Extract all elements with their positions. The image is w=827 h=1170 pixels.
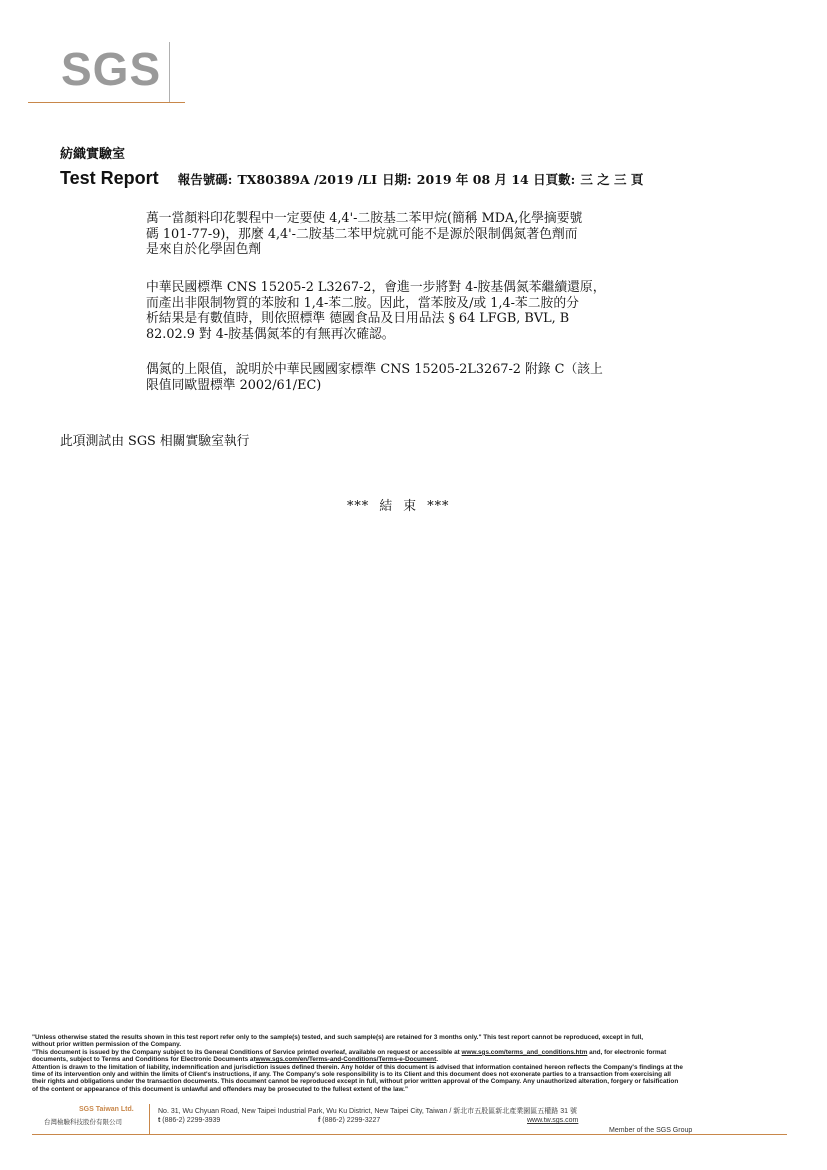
paragraph-line: 82.02.9 對 4-胺基偶氮苯的有無再次確認。: [146, 326, 395, 342]
disclaimer-line: Attention is drawn to the limitation of liability, indemnification and jurisdiction issues defined therein. Any holder of this document is advised that information contained hereon reflects the Company's findings at the: [32, 1063, 683, 1071]
disclaimer-line: their rights and obligations under the transaction documents. This document cannot be reproduced except in full, without prior written approval of the Company. Any unauthorized alteration, forgery or falsification: [32, 1078, 679, 1086]
e-document-terms-link[interactable]: www.sgs.com/en/Terms-and-Conditions/Terms-e-Document: [255, 1056, 437, 1064]
paragraph-azo-limit: [146, 362, 716, 393]
disclaimer-text: .: [436, 1056, 438, 1064]
tel-number: (886-2) 2299-3939: [162, 1117, 221, 1124]
footer-website-link[interactable]: www.tw.sgs.com: [527, 1117, 579, 1124]
footer-divider: [32, 1134, 787, 1135]
legal-disclaimer: [32, 1034, 797, 1093]
logo-horizontal-rule: [28, 102, 185, 103]
page-footer: [0, 1104, 827, 1164]
tel-label: t: [158, 1117, 161, 1124]
report-title: Test Report: [60, 168, 159, 188]
disclaimer-line: "Unless otherwise stated the results shown in this test report refer only to the sample(s) tested, and such sample(s) are retained for 3 months only." This test report cannot be reproduced, except in full,: [32, 1034, 644, 1041]
footer-fax: [318, 1117, 380, 1124]
footer-vertical-divider: [149, 1104, 150, 1134]
lab-name: 紡織實驗室: [60, 147, 126, 162]
paragraph-line: 萬一當顏料印花製程中一定要使 4,4'-二胺基二苯甲烷(簡稱 MDA,化學摘要號: [146, 211, 583, 226]
paragraph-line: 偶氮的上限值，說明於中華民國國家標準 CNS 15205-2L3267-2 附錄 C（該上: [146, 362, 603, 377]
sgs-logo: [28, 40, 188, 108]
report-number-label: 報告號碼:: [177, 172, 233, 187]
footer-company-name-zh: 台灣檢驗科技股份有限公司: [44, 1118, 122, 1126]
report-date: 2019 年 08 月 14 日: [416, 172, 546, 187]
disclaimer-line: [32, 1056, 797, 1063]
page-label: 頁數:: [545, 172, 576, 187]
paragraph-line: 而產出非限制物質的苯胺和 1,4-苯二胺。因此，當苯胺及/或 1,4-苯二胺的分: [146, 295, 579, 311]
date-label: 日期:: [382, 172, 412, 187]
disclaimer-line: without prior written permission of the Company.: [32, 1041, 181, 1049]
paragraph-mda-note: [146, 211, 716, 258]
disclaimer-line: of the content or appearance of this document is unlawful and offenders may be prosecuted to the fullest extent of the law.": [32, 1085, 408, 1093]
footer-address: No. 31, Wu Chyuan Road, New Taipei Industrial Park, Wu Ku District, New Taipei City, Taiwan / 新北市五股區新北產業園區五權路 31 號: [158, 1108, 577, 1115]
disclaimer-text: "This document is issued by the Company subject to its General Conditions of Service printed overleaf, available on request or accessible at: [32, 1048, 462, 1056]
footer-company-name: SGS Taiwan Ltd.: [79, 1106, 134, 1113]
disclaimer-line: [32, 1049, 797, 1056]
fax-label: f: [318, 1117, 321, 1124]
paragraph-cns-standard: [146, 280, 716, 342]
test-performed-note: 此項測試由 SGS 相關實驗室執行: [60, 434, 250, 449]
disclaimer-line: time of its intervention only and within the limits of Client's instructions, if any. The Company's sole responsibility is to its Client and this document does not exonerate parties to a transaction from exercising all: [32, 1071, 671, 1079]
paragraph-line: 是來自於化學固色劑: [146, 242, 262, 257]
disclaimer-text: documents, subject to Terms and Conditions for Electronic Documents at: [32, 1056, 256, 1064]
footer-member-note: Member of the SGS Group: [609, 1127, 693, 1134]
end-of-report-marker: *** 結 束 ***: [347, 499, 450, 514]
report-number: TX80389A /2019 /LI: [237, 172, 377, 187]
page-number: 三 之 三 頁: [580, 172, 644, 187]
footer-telephone: [158, 1117, 220, 1124]
paragraph-line: 析結果是有數值時，則依照標準 德國食品及日用品法 § 64 LFGB, BVL, B: [146, 311, 570, 326]
paragraph-line: 中華民國標準 CNS 15205-2 L3267-2，會進一步將對 4-胺基偶氮苯繼續還原，: [146, 280, 606, 295]
disclaimer-text: and, for electronic format: [587, 1048, 667, 1056]
terms-link[interactable]: www.sgs.com/terms_and_conditions.htm: [461, 1048, 588, 1056]
report-header: [60, 168, 643, 189]
paragraph-line: 碼 101-77-9)，那麼 4,4'-二胺基二苯甲烷就可能不是源於限制偶氮著色劑而: [146, 226, 578, 242]
logo-vertical-rule: [169, 42, 170, 102]
sgs-logo-text: SGS: [61, 43, 162, 95]
fax-number: (886-2) 2299-3227: [322, 1117, 381, 1124]
paragraph-line: 限值同歐盟標準 2002/61/EC): [146, 377, 322, 393]
